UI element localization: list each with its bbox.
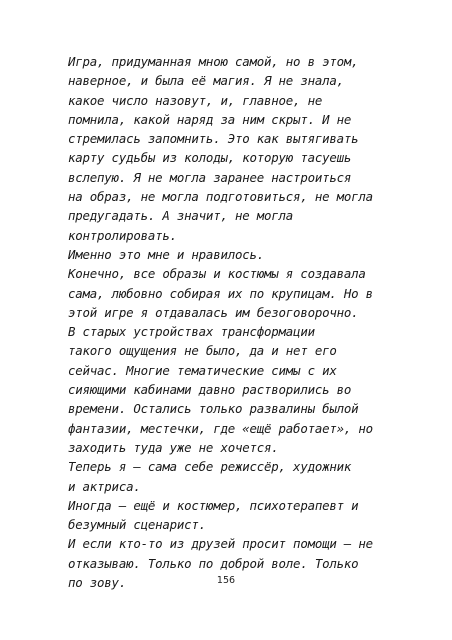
text-line: И если кто-то из друзей просит помощи – не (68, 536, 373, 552)
text-line: Конечно, все образы и костюмы я создавала (68, 266, 366, 282)
text-line: по зову. (68, 575, 127, 591)
page-number: 156 (216, 575, 236, 586)
text-line: Именно это мне и нравилось. (68, 246, 265, 262)
text-line: карту судьбы из колоды, которую тасуешь (68, 150, 352, 166)
text-line: времени. Остались только развалины былой (68, 401, 359, 417)
text-line: Теперь я – сама себе режиссёр, художник (68, 459, 352, 475)
text-line: предугадать. А значит, не могла (68, 208, 294, 224)
text-line: контролировать. (68, 227, 177, 243)
text-line: вслепую. Я не могла заранее настроиться (68, 169, 352, 185)
text-line: фантазии, местечки, где «ещё работает», но (68, 420, 373, 436)
text-line: какое число назовут, и, главное, не (68, 92, 323, 108)
text-line: заходить туда уже не хочется. (68, 439, 279, 455)
text-line: наверное, и была её магия. Я не знала, (68, 73, 344, 89)
page-body-text (68, 52, 388, 592)
text-line: и актриса. (68, 478, 141, 494)
text-line: стремилась запомнить. Это как вытягивать (68, 131, 359, 147)
text-line: такого ощущения не было, да и нет его (68, 343, 337, 359)
text-line: Иногда – ещё и костюмер, психотерапевт и (68, 497, 359, 513)
text-line: на образ, не могла подготовиться, не могла (68, 189, 373, 205)
text-line: сияющими кабинами давно растворились во (68, 382, 352, 398)
text-line: Игра, придуманная мною самой, но в этом, (68, 54, 359, 69)
text-line: В старых устройствах трансформации (68, 324, 315, 340)
text-line: сама, любовно собирая их по крупицам. Но в (68, 285, 373, 301)
text-line: отказываю. Только по доброй воле. Только (68, 555, 359, 571)
text-line: безумный сценарист. (68, 517, 206, 533)
text-line: сейчас. Многие тематические симы с их (68, 362, 337, 378)
text-line: помнила, какой наряд за ним скрыт. И не (68, 111, 352, 127)
text-line: этой игре я отдавалась им безоговорочно. (68, 304, 359, 320)
